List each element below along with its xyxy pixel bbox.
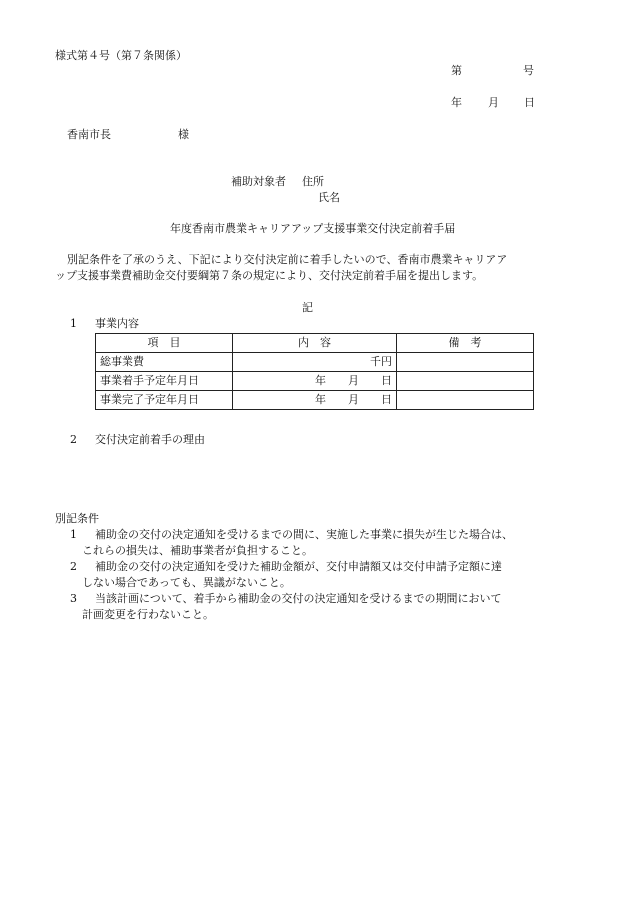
row-content: 千円 [233, 353, 397, 372]
condition-1-number: 1 [70, 528, 77, 541]
row-note [397, 372, 534, 391]
addressee-honorific: 様 [178, 128, 189, 141]
row-item: 総事業費 [96, 353, 233, 372]
table-row [96, 391, 534, 410]
header-note: 備 考 [397, 334, 534, 353]
table-row [96, 372, 534, 391]
header-item: 項 目 [96, 334, 233, 353]
row-note [397, 391, 534, 410]
section-2-number: 2 [70, 433, 77, 446]
body-line-1: 別記条件を了承のうえ、下記により交付決定前に着手したいので、香南市農業キャリアア [67, 253, 508, 266]
row-item: 事業完了予定年月日 [96, 391, 233, 410]
date-month: 月 [488, 96, 499, 109]
condition-3-number: 3 [70, 592, 77, 605]
section-2-title: 交付決定前着手の理由 [95, 433, 205, 446]
body-line-2: ップ支援事業費補助金交付要綱第７条の規定により、交付決定前着手届を提出します。 [55, 269, 484, 282]
applicant-name: 氏名 [318, 191, 340, 204]
ki-heading: 記 [302, 301, 313, 314]
table-header-row [96, 334, 534, 353]
row-content: 年 月 日 [233, 391, 397, 410]
condition-3-line-1: 当該計画について、着手から補助金の交付の決定通知を受けるまでの期間において [95, 592, 502, 605]
conditions-heading: 別記条件 [55, 512, 99, 525]
row-note [397, 353, 534, 372]
condition-1-line-1: 補助金の交付の決定通知を受けるまでの間に、実施した事業に損失が生じた場合は、 [95, 528, 513, 541]
table-row [96, 353, 534, 372]
date-year: 年 [451, 96, 462, 109]
addressee-name: 香南市長 [67, 128, 111, 141]
section-1-title: 事業内容 [95, 317, 139, 330]
condition-2-line-2: しない場合であっても、異議がないこと。 [82, 576, 291, 589]
project-table [95, 333, 534, 410]
row-item: 事業着手予定年月日 [96, 372, 233, 391]
applicant-label: 補助対象者 [231, 175, 286, 188]
section-1-number: 1 [70, 317, 77, 330]
condition-1-line-2: これらの損失は、補助事業者が負担すること。 [82, 544, 313, 557]
applicant-address: 住所 [302, 175, 324, 188]
condition-3-line-2: 計画変更を行わないこと。 [82, 608, 214, 621]
row-content: 年 月 日 [233, 372, 397, 391]
doc-number-prefix: 第 [451, 64, 462, 77]
document-title: 年度香南市農業キャリアアップ支援事業交付決定前着手届 [170, 222, 456, 235]
form-label: 様式第４号（第７条関係） [55, 49, 187, 62]
condition-2-line-1: 補助金の交付の決定通知を受けた補助金額が、交付申請額又は交付申請予定額に達 [95, 560, 502, 573]
date-day: 日 [524, 96, 535, 109]
condition-2-number: 2 [70, 560, 77, 573]
doc-number-suffix: 号 [523, 64, 534, 77]
header-content: 内 容 [233, 334, 397, 353]
